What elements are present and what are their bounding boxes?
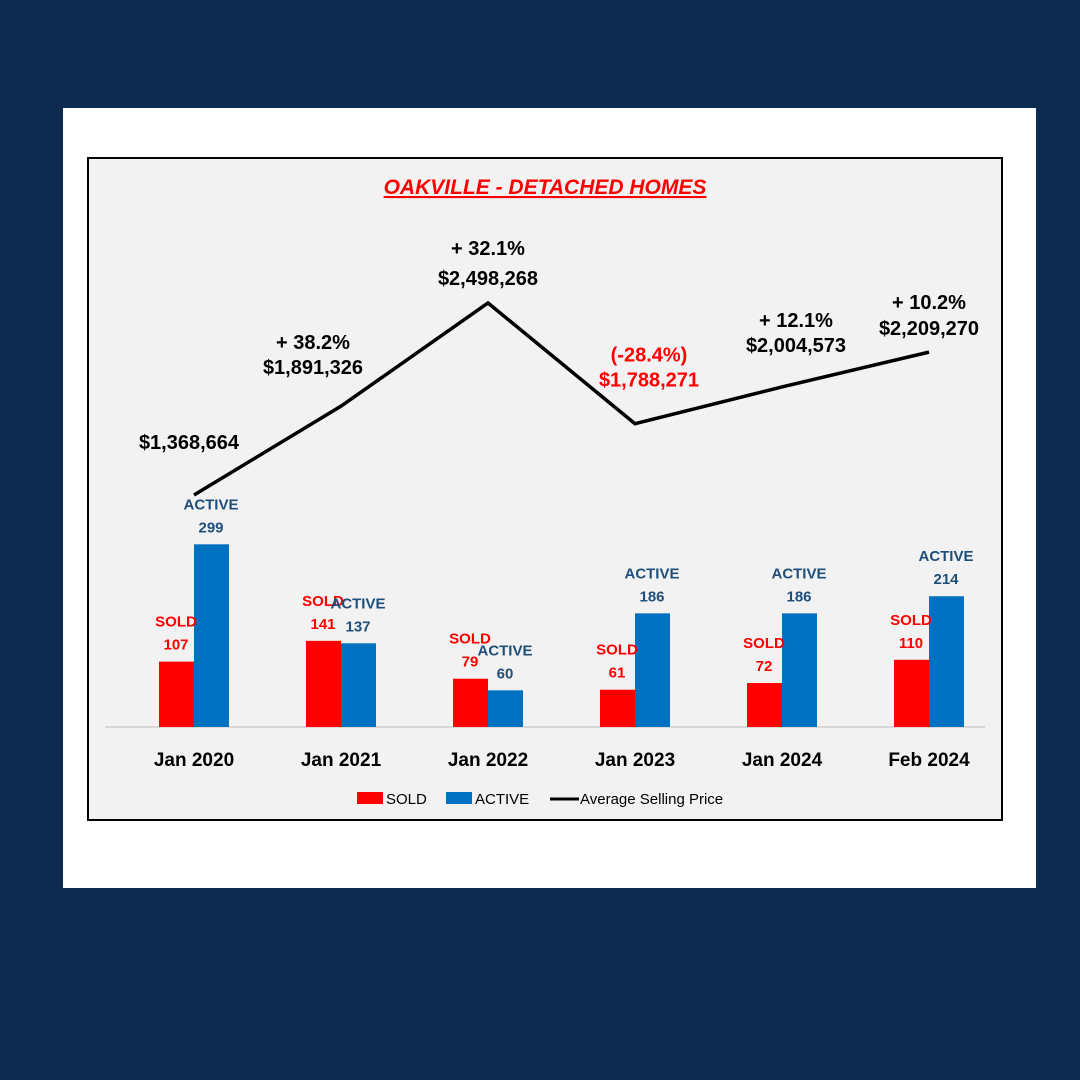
x-tick-label: Feb 2024 [888,750,970,771]
price-value-label: $2,498,268 [437,268,539,290]
bar-active[interactable] [929,596,964,727]
data-label-active: 186 [786,588,812,606]
data-label-active-name: ACTIVE [918,548,974,566]
legend-swatch-active [446,792,472,804]
data-label-sold: 110 [898,634,924,652]
data-label-sold-name: SOLD [743,635,785,653]
bar-sold[interactable] [453,679,488,727]
bar-sold[interactable] [600,690,635,727]
price-change-label: + 38.2% [276,332,350,355]
chart-frame [87,157,1003,821]
x-tick-label: Jan 2024 [741,750,823,771]
data-label-active-name: ACTIVE [330,595,386,613]
data-label-active: 137 [345,618,371,636]
data-label-active-name: ACTIVE [477,642,533,660]
price-value-label: $1,368,664 [138,432,240,454]
bar-sold[interactable] [306,641,341,727]
x-tick-label: Jan 2023 [594,750,676,771]
bar-sold[interactable] [747,683,782,727]
chart-title: OAKVILLE - DETACHED HOMES [383,176,707,199]
data-label-active-name: ACTIVE [771,565,827,583]
price-value-label: $2,004,573 [745,334,847,357]
price-change-label: + 32.1% [451,238,525,260]
bar-active[interactable] [635,613,670,727]
x-tick-label: Jan 2022 [447,750,529,771]
price-value-label: $1,788,271 [598,369,700,392]
bar-sold[interactable] [159,662,194,727]
legend-swatch-sold [357,792,383,804]
data-label-active-name: ACTIVE [183,496,239,514]
x-tick-label: Jan 2021 [300,750,382,771]
price-change-label: (-28.4%) [610,344,688,367]
data-label-sold: 107 [163,636,189,654]
bar-active[interactable] [194,544,229,727]
legend-label-sold: SOLD [386,791,427,808]
price-value-label: $2,209,270 [878,318,980,341]
data-label-active: 214 [933,571,959,589]
price-change-label: + 12.1% [759,309,833,332]
bar-active[interactable] [341,643,376,727]
price-change-label: + 10.2% [892,292,966,315]
bar-sold[interactable] [894,660,929,727]
legend-label-active: ACTIVE [475,791,530,808]
data-label-active-name: ACTIVE [624,565,680,583]
chart-svg [89,159,1001,819]
x-tick-label: Jan 2020 [153,750,235,771]
data-label-sold: 72 [755,658,773,676]
data-label-sold-name: SOLD [596,641,638,659]
data-label-sold-name: SOLD [302,592,344,610]
data-label-sold: 79 [461,653,479,671]
legend-label-average-selling-price: Average Selling Price [580,791,724,808]
data-label-sold-name: SOLD [449,630,491,648]
data-label-sold: 141 [310,615,336,633]
data-label-active: 299 [198,519,224,537]
data-label-active: 60 [496,665,514,683]
bar-active[interactable] [488,690,523,727]
data-label-active: 186 [639,588,665,606]
price-value-label: $1,891,326 [262,357,364,380]
bar-active[interactable] [782,613,817,727]
data-label-sold: 61 [608,664,626,682]
data-label-sold-name: SOLD [155,613,197,631]
data-label-sold-name: SOLD [890,611,932,629]
